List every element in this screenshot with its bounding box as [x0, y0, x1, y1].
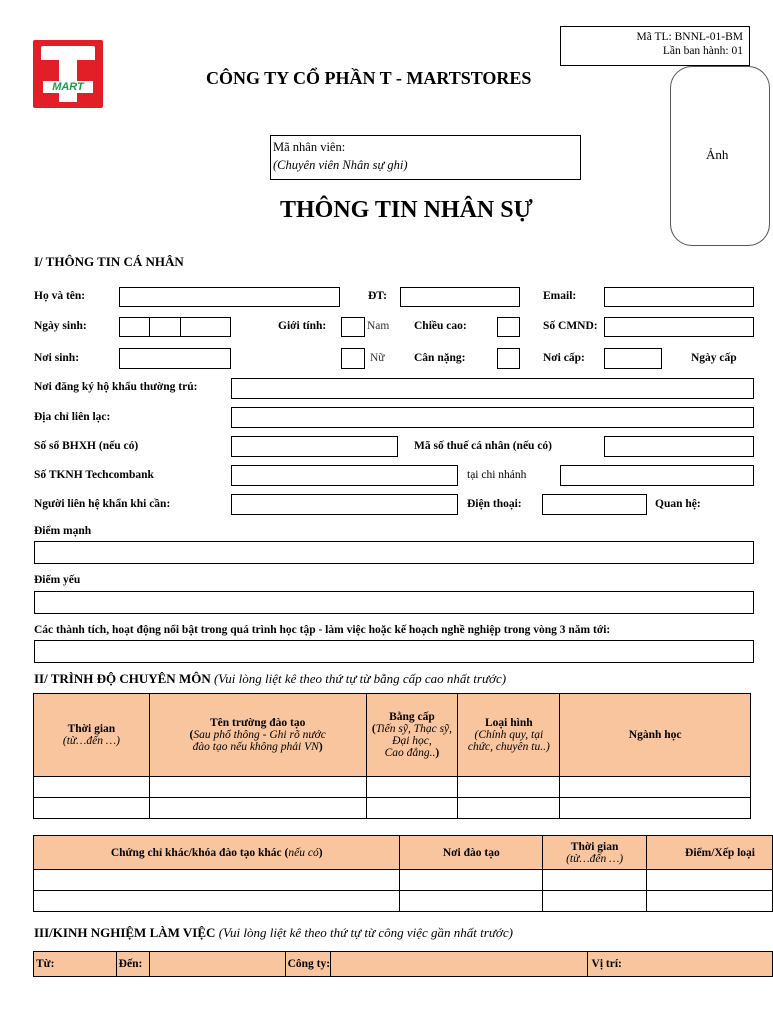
table-cell[interactable] [34, 870, 400, 891]
height-label: Chiều cao: [414, 320, 467, 332]
experience-company-label: Công ty: [285, 952, 331, 977]
issue-date-label: Ngày cấp [691, 352, 737, 364]
birth-day-field[interactable] [119, 317, 150, 337]
education-time-header [34, 694, 150, 777]
certificate-time-note: (từ…đến …) [566, 852, 624, 865]
birth-date-label: Ngày sinh: [34, 320, 87, 332]
email-field[interactable] [604, 287, 754, 307]
company-name: CÔNG TY CỔ PHẦN T - MARTSTORES [206, 68, 532, 88]
weaknesses-label: Điểm yếu [34, 574, 81, 586]
id-number-label: Số CMND: [543, 320, 598, 332]
emergency-phone-field[interactable] [542, 494, 647, 515]
table-cell[interactable] [34, 798, 150, 819]
table-cell[interactable] [647, 870, 773, 891]
strengths-field[interactable] [34, 541, 754, 564]
emergency-phone-label: Điện thoại: [467, 498, 522, 510]
table-row [34, 891, 773, 912]
phone-label: ĐT: [368, 290, 387, 302]
education-major-header: Ngành học [560, 694, 751, 777]
bank-account-field[interactable] [231, 465, 458, 486]
education-school-note-2: đào tạo nếu không phải VN [192, 741, 319, 753]
gender-female-label: Nữ [370, 352, 385, 364]
form-title: THÔNG TIN NHÂN SỰ [280, 197, 533, 223]
education-table [33, 693, 751, 819]
logo-text: MART [43, 81, 93, 93]
certificate-header-row [34, 836, 773, 870]
birth-place-label: Nơi sinh: [34, 352, 80, 364]
education-degree-header: Bằng cấp (Tiến sỹ, Thạc sỹ, Đại học, Cao đẳng..) [366, 694, 458, 777]
gender-label: Giới tính: [278, 320, 327, 332]
social-insurance-field[interactable] [231, 436, 398, 457]
tax-code-field[interactable] [604, 436, 754, 457]
education-header-row [34, 694, 751, 777]
experience-table [33, 951, 773, 977]
section-education-title [34, 671, 506, 687]
table-cell[interactable] [34, 891, 400, 912]
height-field[interactable] [497, 317, 520, 337]
gender-male-label: Nam [367, 320, 390, 332]
table-cell[interactable] [400, 891, 543, 912]
experience-to-label: Đến: [116, 952, 149, 977]
employee-code-box[interactable] [270, 135, 581, 180]
achievements-label: Các thành tích, hoạt động nổi bật trong quá trình học tập - làm việc hoặc kế hoạch nghề nghiệp trong vòng 3 năm tới: [34, 624, 611, 636]
strengths-label: Điểm mạnh [34, 525, 92, 537]
gender-female-checkbox[interactable] [341, 348, 365, 369]
table-cell[interactable] [560, 798, 751, 819]
experience-from-label: Từ: [34, 952, 117, 977]
table-cell[interactable] [34, 777, 150, 798]
table-cell[interactable] [647, 891, 773, 912]
education-degree-note-2: Đại học, [392, 735, 432, 747]
education-type-note-1: (Chính quy, tại [474, 729, 544, 741]
experience-header-row [34, 952, 773, 977]
section-personal-title: I/ THÔNG TIN CÁ NHÂN [34, 254, 184, 269]
education-type-header [458, 694, 560, 777]
education-time-note: (từ…đến …) [62, 735, 120, 747]
section-experience-note: (Vui lòng liệt kê theo thứ tự từ công việc gần nhất trước) [218, 925, 513, 940]
table-cell[interactable] [366, 777, 458, 798]
permanent-address-field[interactable] [231, 378, 754, 399]
experience-company-value[interactable] [331, 952, 587, 977]
relationship-label: Quan hệ: [655, 498, 701, 510]
contact-address-field[interactable] [231, 407, 754, 428]
document-code-box [560, 26, 750, 66]
employee-code-note: (Chuyên viên Nhân sự ghi) [273, 158, 408, 172]
bank-account-label: Số TKNH Techcombank [34, 469, 154, 481]
achievements-field[interactable] [34, 640, 754, 663]
document-code: Mã TL: BNNL-01-BM [636, 31, 743, 43]
certificate-score-header: Điểm/Xếp loại [647, 836, 773, 870]
issue-number: Lần ban hành: 01 [662, 45, 743, 57]
gender-male-checkbox[interactable] [341, 317, 365, 337]
education-type-note-2: chức, chuyên tu..) [467, 741, 550, 753]
education-time-title: Thời gian [67, 723, 116, 735]
table-cell[interactable] [543, 870, 647, 891]
weight-field[interactable] [497, 348, 520, 369]
education-type-title: Loại hình [485, 717, 533, 729]
table-cell[interactable] [149, 798, 366, 819]
email-label: Email: [543, 290, 577, 302]
branch-field[interactable] [560, 465, 754, 486]
full-name-field[interactable] [119, 287, 340, 307]
education-degree-note-1: Tiến sỹ, Thạc sỹ, [375, 723, 453, 735]
issue-place-label: Nơi cấp: [543, 352, 585, 364]
id-number-field[interactable] [604, 317, 754, 337]
permanent-address-label: Nơi đăng ký hộ khẩu thường trú: [34, 381, 198, 393]
emergency-contact-field[interactable] [231, 494, 458, 515]
certificate-time-title: Thời gian [570, 840, 619, 853]
table-row [34, 870, 773, 891]
issue-place-field[interactable] [604, 348, 662, 369]
table-row [34, 777, 751, 798]
table-cell[interactable] [560, 777, 751, 798]
table-cell[interactable] [458, 798, 560, 819]
section-experience-title [34, 925, 513, 941]
certificate-name-header: Chứng chỉ khác/khóa đào tạo khác (nếu có) [34, 836, 400, 870]
phone-field[interactable] [400, 287, 520, 307]
table-cell[interactable] [149, 777, 366, 798]
education-school-header: Tên trường đào tạo (Sau phổ thông - Ghi rõ nước đào tạo nếu không phải VN) [149, 694, 366, 777]
table-cell[interactable] [400, 870, 543, 891]
company-logo [33, 40, 103, 108]
weaknesses-field[interactable] [34, 591, 754, 614]
full-name-label: Họ và tên: [34, 290, 86, 302]
photo-label: Ảnh [706, 147, 729, 162]
birth-year-field[interactable] [180, 317, 231, 337]
experience-position-label: Vị trí: [587, 952, 772, 977]
contact-address-label: Địa chỉ liên lạc: [34, 411, 111, 423]
section-experience-heading: III/KINH NGHIỆM LÀM VIỆC [34, 925, 216, 940]
tax-code-label: Mã số thuế cá nhân (nếu có) [414, 440, 553, 452]
birth-month-field[interactable] [149, 317, 181, 337]
emergency-contact-label: Người liên hệ khẩn khi cần: [34, 498, 171, 510]
social-insurance-label: Số sổ BHXH (nếu có) [34, 440, 139, 452]
education-degree-title: Bằng cấp [389, 711, 435, 723]
certificate-time-header [543, 836, 647, 870]
table-row [34, 798, 751, 819]
weight-label: Cân nặng: [414, 352, 466, 364]
section-education-note: (Vui lòng liệt kê theo thứ tự từ bằng cấp cao nhất trước) [213, 671, 507, 686]
certificate-name-title: Chứng chỉ khác/khóa đào tạo khác [110, 846, 282, 859]
employee-code-label: Mã nhân viên: [273, 140, 346, 154]
certificate-name-note: nếu có [288, 846, 319, 859]
table-cell[interactable] [543, 891, 647, 912]
certificate-place-header: Nơi đào tạo [400, 836, 543, 870]
section-education-heading: II/ TRÌNH ĐỘ CHUYÊN MÔN [34, 671, 211, 686]
table-cell[interactable] [366, 798, 458, 819]
education-school-title: Tên trường đào tạo [209, 717, 306, 729]
education-degree-note-3: Cao đẳng.. [384, 747, 436, 759]
education-school-note-1: Sau phổ thông - Ghi rõ nước [193, 729, 326, 741]
table-cell[interactable] [458, 777, 560, 798]
experience-to-value[interactable] [149, 952, 285, 977]
certificate-table [33, 835, 773, 912]
branch-label: tại chi nhánh [467, 469, 527, 481]
photo-placeholder[interactable] [670, 66, 770, 246]
birth-place-field[interactable] [119, 348, 231, 369]
